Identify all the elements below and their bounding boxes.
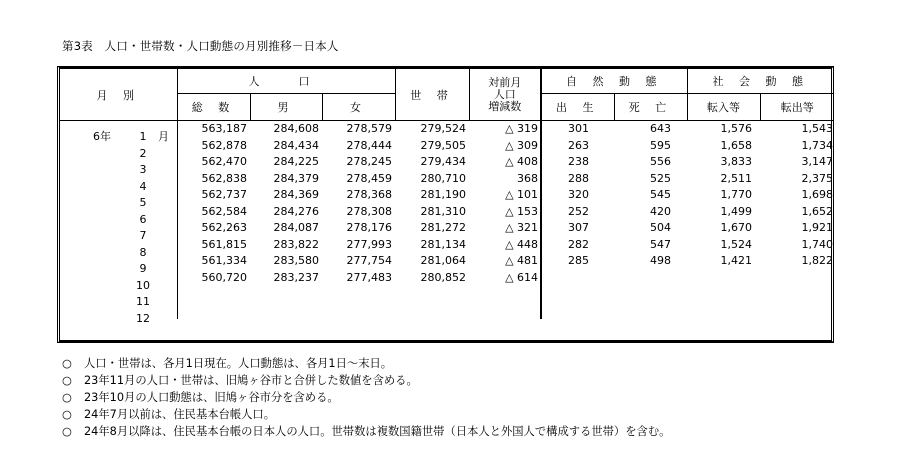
move-out-cell bbox=[760, 270, 834, 287]
male-cell: 283,580 bbox=[273, 254, 319, 267]
move-in-cell: 1,499 bbox=[720, 204, 753, 218]
footnote-text: 23年11月の人口・世帯は、旧鳩ヶ谷市と合併した数値を含める。 bbox=[84, 374, 418, 387]
header-births: 出 生 bbox=[541, 94, 614, 121]
male-cell: 283,237 bbox=[273, 270, 319, 284]
table-body bbox=[60, 121, 834, 325]
table-row bbox=[60, 286, 834, 303]
move-in-cell bbox=[687, 270, 760, 287]
table-row bbox=[60, 171, 834, 188]
births-cell: 252 bbox=[568, 204, 590, 218]
female-cell bbox=[322, 303, 395, 320]
month-number: 5 bbox=[139, 196, 147, 210]
deaths-cell bbox=[614, 303, 687, 320]
total-cell: 562,263 bbox=[201, 221, 247, 234]
change-cell: △ 309 bbox=[469, 138, 541, 155]
deaths-cell bbox=[614, 286, 687, 303]
female-cell: 277,483 bbox=[346, 270, 393, 284]
households-cell: 281,310 bbox=[420, 204, 467, 218]
households-cell: 280,710 bbox=[420, 171, 467, 185]
households-cell: 281,064 bbox=[420, 254, 467, 267]
male-cell bbox=[250, 303, 322, 320]
table-row bbox=[60, 270, 834, 287]
change-cell: △ 321 bbox=[469, 220, 541, 237]
households-cell: 281,190 bbox=[420, 188, 467, 201]
households-cell: 280,852 bbox=[420, 270, 467, 284]
table-title: 第3表 人口・世帯数・人口動態の月別推移－日本人 bbox=[62, 39, 339, 53]
month-cell bbox=[60, 138, 177, 160]
header-change bbox=[469, 69, 541, 121]
month-number: 8 bbox=[139, 245, 147, 259]
move-in-cell bbox=[687, 303, 760, 320]
female-cell: 278,368 bbox=[346, 188, 393, 201]
male-cell bbox=[250, 286, 322, 303]
births-cell bbox=[541, 303, 614, 320]
female-cell: 278,444 bbox=[346, 138, 393, 152]
male-cell: 284,276 bbox=[273, 204, 319, 218]
female-cell: 278,459 bbox=[346, 171, 393, 185]
footnote-text: 人口・世帯は、各月1日現在。人口動態は、各月1日～末日。 bbox=[84, 357, 393, 370]
header-social-change: 社 会 動 態 bbox=[687, 69, 834, 94]
month-cell bbox=[60, 253, 177, 276]
header-change-line3: 増減数 bbox=[488, 99, 522, 113]
deaths-cell: 547 bbox=[650, 237, 672, 251]
footnote-item bbox=[62, 355, 670, 372]
female-cell: 278,176 bbox=[346, 221, 393, 234]
births-cell: 301 bbox=[568, 122, 590, 135]
births-cell: 282 bbox=[568, 237, 590, 251]
header-change-line1: 対前月 bbox=[488, 75, 522, 89]
change-cell: △ 614 bbox=[469, 270, 541, 287]
circle-bullet-icon: ○ bbox=[62, 425, 72, 438]
footnote-item bbox=[62, 406, 670, 423]
circle-bullet-icon: ○ bbox=[62, 391, 72, 404]
month-cell bbox=[60, 286, 177, 309]
month-cell bbox=[60, 303, 177, 325]
female-cell: 277,754 bbox=[346, 254, 393, 267]
move-in-cell: 1,421 bbox=[720, 254, 753, 267]
deaths-cell: 498 bbox=[650, 254, 672, 267]
change-cell: △ 319 bbox=[469, 121, 541, 138]
month-cell bbox=[60, 171, 177, 193]
move-in-cell: 1,670 bbox=[720, 221, 753, 234]
male-cell: 284,434 bbox=[273, 138, 319, 152]
move-out-cell bbox=[760, 286, 834, 303]
move-in-cell bbox=[687, 286, 760, 303]
change-cell bbox=[469, 303, 541, 320]
deaths-cell: 643 bbox=[650, 122, 672, 135]
move-out-cell: 1,698 bbox=[801, 188, 834, 201]
births-cell: 285 bbox=[568, 254, 590, 267]
change-cell: 368 bbox=[469, 171, 541, 188]
total-cell: 560,720 bbox=[201, 270, 247, 284]
month-cell bbox=[60, 204, 177, 226]
births-cell bbox=[541, 286, 614, 303]
deaths-cell: 420 bbox=[650, 204, 672, 218]
circle-bullet-icon: ○ bbox=[62, 408, 72, 421]
table-row bbox=[60, 187, 834, 204]
table-row bbox=[60, 220, 834, 237]
month-number: 3 bbox=[139, 163, 147, 177]
month-cell bbox=[60, 187, 177, 210]
month-cell bbox=[60, 154, 177, 177]
total-cell: 563,187 bbox=[201, 122, 247, 135]
move-in-cell: 1,576 bbox=[720, 122, 753, 135]
circle-bullet-icon: ○ bbox=[62, 374, 72, 387]
move-out-cell: 1,740 bbox=[801, 237, 834, 251]
move-in-cell: 1,770 bbox=[720, 188, 753, 201]
births-cell: 263 bbox=[568, 138, 590, 152]
header-change-line2: 人口 bbox=[493, 87, 516, 101]
header-deaths: 死 亡 bbox=[614, 94, 687, 121]
male-cell: 283,822 bbox=[273, 237, 319, 251]
header-population: 人 口 bbox=[177, 69, 395, 94]
footnote-item bbox=[62, 389, 670, 406]
month-number: 9 bbox=[139, 262, 147, 276]
births-cell: 307 bbox=[568, 221, 590, 234]
change-cell: △ 101 bbox=[469, 187, 541, 204]
month-number: 2 bbox=[139, 146, 147, 160]
month-suffix: 月 bbox=[158, 130, 169, 144]
households-cell bbox=[395, 303, 469, 320]
male-cell: 284,608 bbox=[273, 122, 319, 135]
header-move-in: 転入等 bbox=[687, 94, 760, 121]
births-cell: 238 bbox=[568, 155, 590, 168]
total-cell: 562,584 bbox=[201, 204, 247, 218]
month-number: 12 bbox=[136, 311, 150, 325]
footnotes bbox=[62, 355, 670, 440]
move-in-cell: 1,658 bbox=[720, 138, 753, 152]
move-out-cell: 3,147 bbox=[801, 155, 834, 168]
move-out-cell bbox=[760, 303, 834, 320]
month-number: 10 bbox=[136, 278, 150, 292]
move-out-cell: 1,921 bbox=[801, 221, 834, 234]
month-number: 7 bbox=[139, 229, 147, 243]
table-row bbox=[60, 237, 834, 254]
female-cell: 278,579 bbox=[346, 122, 393, 135]
month-cell bbox=[60, 121, 177, 144]
header-female: 女 bbox=[322, 94, 395, 121]
births-cell: 320 bbox=[568, 188, 590, 201]
households-cell: 279,505 bbox=[420, 138, 467, 152]
total-cell: 561,334 bbox=[201, 254, 247, 267]
households-cell: 281,272 bbox=[420, 221, 467, 234]
table-row bbox=[60, 121, 834, 138]
total-cell: 562,878 bbox=[201, 138, 247, 152]
move-out-cell: 1,822 bbox=[801, 254, 834, 267]
header-male: 男 bbox=[250, 94, 322, 121]
male-cell: 284,369 bbox=[273, 188, 319, 201]
table-row bbox=[60, 154, 834, 171]
total-cell: 561,815 bbox=[201, 237, 247, 251]
footnote-text: 23年10月の人口動態は、旧鳩ヶ谷市分を含める。 bbox=[84, 391, 339, 404]
move-in-cell: 3,833 bbox=[720, 155, 753, 168]
female-cell: 277,993 bbox=[346, 237, 393, 251]
change-cell: △ 153 bbox=[469, 204, 541, 221]
deaths-cell: 595 bbox=[650, 138, 672, 152]
month-cell bbox=[60, 237, 177, 259]
population-table bbox=[60, 69, 834, 325]
deaths-cell: 556 bbox=[650, 155, 672, 168]
male-cell: 284,379 bbox=[273, 171, 319, 185]
table-row bbox=[60, 138, 834, 155]
footnote-text: 24年7月以前は、住民基本台帳人口。 bbox=[84, 408, 276, 421]
households-cell bbox=[395, 286, 469, 303]
change-cell bbox=[469, 286, 541, 303]
births-cell bbox=[541, 270, 614, 287]
total-cell: 562,737 bbox=[201, 188, 247, 201]
households-cell: 281,134 bbox=[420, 237, 467, 251]
table-row bbox=[60, 303, 834, 320]
year-label: 6年 bbox=[93, 130, 111, 144]
deaths-cell bbox=[614, 270, 687, 287]
male-cell: 284,087 bbox=[273, 221, 319, 234]
header-month: 月 別 bbox=[60, 69, 177, 121]
change-cell: △ 448 bbox=[469, 237, 541, 254]
move-out-cell: 2,375 bbox=[801, 171, 834, 185]
female-cell: 278,308 bbox=[346, 204, 393, 218]
month-number: 6 bbox=[139, 212, 147, 226]
month-cell bbox=[60, 270, 177, 292]
female-cell: 278,245 bbox=[346, 155, 393, 168]
header-natural-change: 自 然 動 態 bbox=[541, 69, 687, 94]
month-cell bbox=[60, 220, 177, 243]
change-cell: △ 481 bbox=[469, 253, 541, 270]
deaths-cell: 525 bbox=[650, 171, 672, 185]
circle-bullet-icon: ○ bbox=[62, 357, 72, 370]
move-out-cell: 1,652 bbox=[801, 204, 834, 218]
move-out-cell: 1,734 bbox=[801, 138, 834, 152]
move-out-cell: 1,543 bbox=[801, 122, 834, 135]
month-number: 4 bbox=[139, 179, 147, 193]
footnote-item bbox=[62, 423, 670, 440]
table-row bbox=[60, 253, 834, 270]
total-cell: 562,838 bbox=[201, 171, 247, 185]
table-row bbox=[60, 204, 834, 221]
population-table-container bbox=[57, 66, 834, 343]
month-number: 11 bbox=[136, 295, 150, 309]
month-number: 1 bbox=[139, 130, 147, 144]
female-cell bbox=[322, 286, 395, 303]
footnote-text: 24年8月以降は、住民基本台帳の日本人の人口。世帯数は複数国籍世帯（日本人と外国人で構成する世帯）を含む。 bbox=[84, 425, 671, 438]
births-cell: 288 bbox=[568, 171, 590, 185]
header-households: 世 帯 bbox=[395, 69, 469, 121]
total-cell: 562,470 bbox=[201, 155, 247, 168]
male-cell: 284,225 bbox=[273, 155, 319, 168]
deaths-cell: 504 bbox=[650, 221, 672, 234]
households-cell: 279,434 bbox=[420, 155, 467, 168]
total-cell bbox=[177, 303, 250, 320]
header-total: 総 数 bbox=[177, 94, 250, 121]
change-cell: △ 408 bbox=[469, 154, 541, 171]
move-in-cell: 2,511 bbox=[720, 171, 753, 185]
total-cell bbox=[177, 286, 250, 303]
deaths-cell: 545 bbox=[650, 188, 672, 201]
header-move-out: 転出等 bbox=[760, 94, 834, 121]
households-cell: 279,524 bbox=[420, 122, 467, 135]
footnote-item bbox=[62, 372, 670, 389]
move-in-cell: 1,524 bbox=[720, 237, 753, 251]
